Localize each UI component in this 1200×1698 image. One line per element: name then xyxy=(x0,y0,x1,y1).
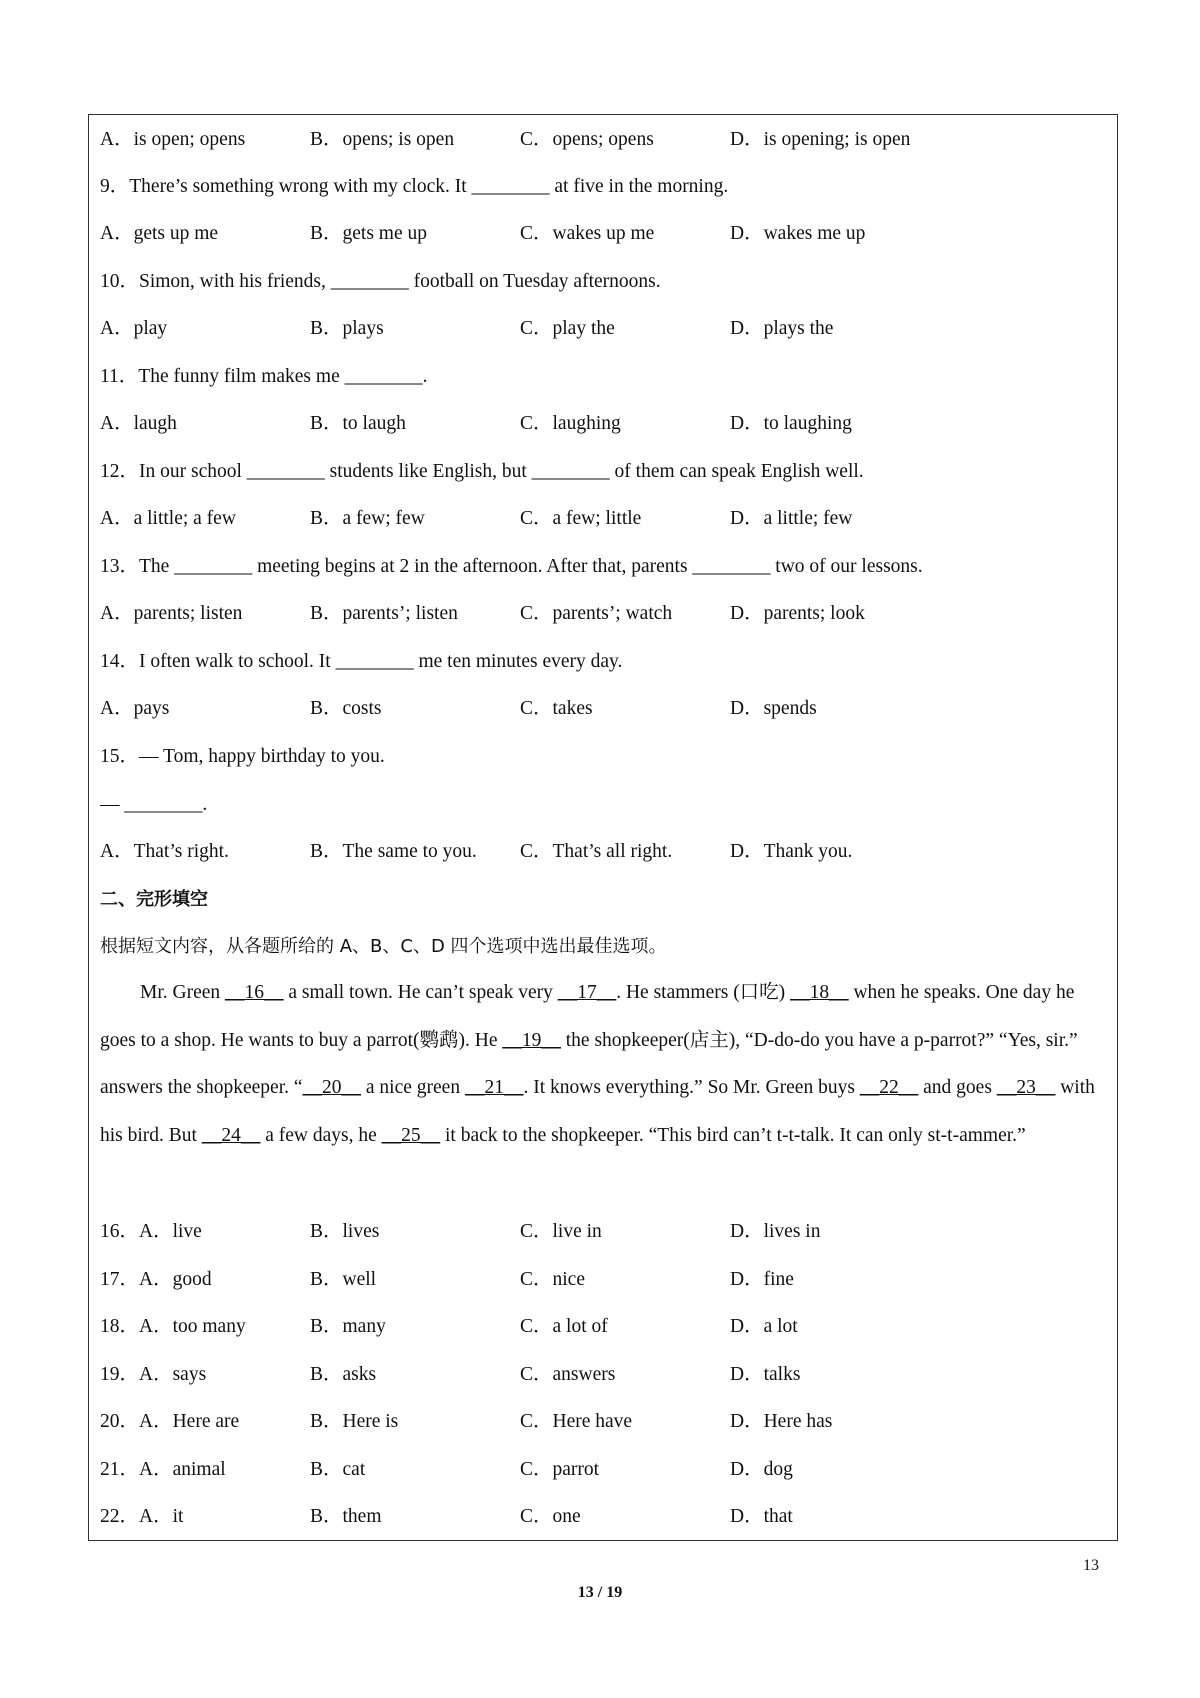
question-stem: 15．— Tom, happy birthday to you. xyxy=(100,746,385,767)
option-d: D．is opening; is open xyxy=(730,129,911,150)
section-instruction: 根据短文内容，从各题所给的 A、B、C、D 四个选项中选出最佳选项。 xyxy=(100,936,667,957)
option-b: B．to laugh xyxy=(310,413,406,434)
option-a: 19．A．says xyxy=(100,1364,207,1385)
option-b: B．costs xyxy=(310,698,382,719)
option-a: A．a little; a few xyxy=(100,508,236,529)
blank-19: __19__ xyxy=(502,1029,561,1051)
option-a: 20．A．Here are xyxy=(100,1411,240,1432)
question-stem: 14．I often walk to school. It ________ me ten minutes every day. xyxy=(100,651,623,672)
blank-23: __23__ xyxy=(996,1077,1056,1098)
option-d: D．a little; few xyxy=(730,508,853,529)
option-d: D．Thank you. xyxy=(730,841,853,862)
question-stem: 9．There’s something wrong with my clock. It ________ at five in the morning. xyxy=(100,176,729,197)
option-c: C．laughing xyxy=(520,413,621,434)
page-counter: 13 / 19 xyxy=(577,1584,623,1601)
option-d: D．a lot xyxy=(730,1316,798,1337)
option-b: B．parents’; listen xyxy=(310,603,458,624)
question-stem: 12．In our school ________ students like English, but ________ of them can speak English well. xyxy=(100,461,864,482)
option-b: B．well xyxy=(310,1269,377,1290)
option-c: C．play the xyxy=(520,318,615,339)
option-c: C．a lot of xyxy=(520,1316,608,1337)
option-b: B．The same to you. xyxy=(310,841,477,862)
option-c: C．answers xyxy=(520,1364,616,1385)
option-a: 22．A．it xyxy=(100,1506,184,1527)
cloze-passage: Mr. Green __16__ a small town. He can’t speak very __17__. He stammers (口吃) __18__ when he speaks. One day he goes to a shop. He wants to buy a parrot(鹦鹉). He __19__ the shopkeeper(店主), “D-do-do you have a p-parrot?” “Yes, sir.” answers the shopkeeper. “__20__ a nice green __21__. It knows everything.” So Mr. Green buys __22__ and goes __23__ with his bird. But __24__ a few days, he __25__ it back to the shopkeeper. “This bird can’t t-t-talk. It can only st-t-ammer.” xyxy=(100,982,1095,1146)
option-d: D．wakes me up xyxy=(730,223,866,244)
option-d: D．spends xyxy=(730,698,817,719)
page-number: 13 xyxy=(1083,1557,1099,1574)
option-c: C．nice xyxy=(520,1269,585,1290)
option-a: 21．A．animal xyxy=(100,1459,226,1480)
option-c: C．a few; little xyxy=(520,508,642,529)
option-a: A．gets up me xyxy=(100,223,219,244)
option-b: B．many xyxy=(310,1316,386,1337)
option-a: 16．A．live xyxy=(100,1221,202,1242)
option-b: B．asks xyxy=(310,1364,377,1385)
option-d: D．that xyxy=(730,1506,793,1527)
option-d: D．to laughing xyxy=(730,413,852,434)
section-heading: 二、完形填空 xyxy=(100,889,208,910)
option-c: C．live in xyxy=(520,1221,602,1242)
blank-16: __16__ xyxy=(225,982,284,1003)
option-b: B．cat xyxy=(310,1459,366,1480)
option-c: C．one xyxy=(520,1506,581,1527)
option-a: 18．A．too many xyxy=(100,1316,246,1337)
blank-18: __18__ xyxy=(790,982,849,1003)
option-a: 17．A．good xyxy=(100,1269,212,1290)
option-d: D．lives in xyxy=(730,1221,821,1242)
blank-25: __25__ xyxy=(381,1124,441,1146)
option-d: D．Here has xyxy=(730,1411,833,1432)
option-c: C．wakes up me xyxy=(520,223,655,244)
blank-22: __22__ xyxy=(859,1077,919,1098)
question-stem: 10．Simon, with his friends, ________ football on Tuesday afternoons. xyxy=(100,271,661,292)
option-c: C．Here have xyxy=(520,1411,633,1432)
option-b: B．lives xyxy=(310,1221,380,1242)
option-d: D．plays the xyxy=(730,318,834,339)
option-a: A．is open; opens xyxy=(100,129,246,150)
option-b: B．a few; few xyxy=(310,508,425,529)
option-c: C．takes xyxy=(520,698,593,719)
option-d: D．fine xyxy=(730,1269,794,1290)
blank-24: __24__ xyxy=(201,1124,261,1146)
option-a: A．pays xyxy=(100,698,170,719)
option-a: A．That’s right. xyxy=(100,841,229,862)
option-a: A．parents; listen xyxy=(100,603,243,624)
option-d: D．parents; look xyxy=(730,603,865,624)
dialogue-reply: — ________. xyxy=(100,794,208,815)
question-stem: 11．The funny film makes me ________. xyxy=(100,366,428,387)
option-b: B．opens; is open xyxy=(310,129,455,150)
option-d: D．dog xyxy=(730,1459,793,1480)
option-c: C．That’s all right. xyxy=(520,841,673,862)
option-d: D．talks xyxy=(730,1364,801,1385)
blank-20: __20__ xyxy=(302,1077,362,1098)
option-b: B．Here is xyxy=(310,1411,399,1432)
option-a: A．play xyxy=(100,318,168,339)
option-c: C．parrot xyxy=(520,1459,600,1480)
option-c: C．parents’; watch xyxy=(520,603,673,624)
blank-17: __17__ xyxy=(557,982,617,1003)
option-a: A．laugh xyxy=(100,413,177,434)
question-stem: 13．The ________ meeting begins at 2 in the afternoon. After that, parents ________ two of our lessons. xyxy=(100,556,923,577)
blank-21: __21__ xyxy=(464,1077,524,1098)
option-c: C．opens; opens xyxy=(520,129,654,150)
option-b: B．gets me up xyxy=(310,223,427,244)
option-b: B．them xyxy=(310,1506,382,1527)
option-b: B．plays xyxy=(310,318,384,339)
